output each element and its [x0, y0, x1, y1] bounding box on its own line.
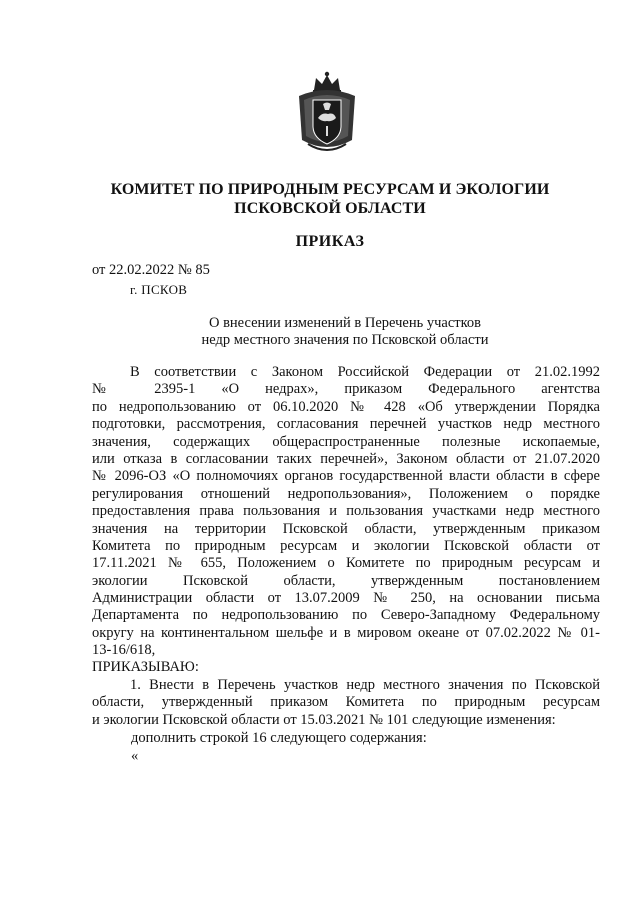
preamble-line: значения на территории Псковской области, утвержденным приказом [92, 520, 600, 537]
preamble-line: Комитета по природным ресурсам и экологии Псковской области от [92, 537, 600, 554]
organization-name-line2: ПСКОВСКОЙ ОБЛАСТИ [234, 200, 426, 217]
preamble-line: экологии Псковской области, утвержденным постановлением [92, 572, 600, 589]
preamble-line: № 2096-ОЗ «О полномочиях органов государственной власти области в сфере [92, 468, 600, 485]
organization-name-line1: КОМИТЕТ ПО ПРИРОДНЫМ РЕСУРСАМ И ЭКОЛОГИИ [110, 181, 550, 198]
preamble-line: по недропользованию от 06.10.2020 № 428 «Об утверждении Порядка [92, 398, 600, 415]
order-keyword: ПРИКАЗЫВАЮ: [92, 659, 199, 675]
preamble-line: В соответствии с Законом Российской Федерации от 21.02.1992 [130, 364, 600, 380]
subject-line1: О внесении изменений в Перечень участков [208, 315, 482, 331]
preamble-line: подготовки, рассмотрения, согласования перечней участков недр местного [92, 416, 600, 433]
order-line: и экологии Псковской области от 15.03.2021 № 101 следующие изменения: [92, 711, 556, 728]
order-line: 1. Внести в Перечень участков недр местного значения по Псковской [130, 677, 600, 693]
preamble-line: № 2395-1 «О недрах», приказом Федерального агентства [92, 381, 600, 398]
coat-of-arms-icon [296, 70, 358, 156]
preamble-paragraph [92, 364, 600, 660]
order-item-1 [92, 677, 600, 729]
preamble-line: Администрации области от 13.07.2009 № 250, на основании письма [92, 590, 600, 607]
document-city: г. ПСКОВ [130, 282, 188, 297]
preamble-line: регулирования отношений недропользования», Положением о порядке [92, 485, 600, 502]
preamble-line: или отказа в согласовании таких перечней», Законом области от 21.07.2020 [92, 450, 600, 467]
subject-line2: недр местного значения по Псковской области [201, 332, 489, 348]
preamble-line: 13-16/618, [92, 642, 156, 659]
preamble-line: значения, содержащих общераспространенные полезные ископаемые, [92, 433, 600, 450]
open-quote: « [131, 748, 139, 764]
preamble-line: округу на континентальном шельфе и в мировом океане от 07.02.2022 № 01- [92, 624, 600, 641]
preamble-line: предоставления права пользования и пользования участками недр местного [92, 503, 600, 520]
order-line: области, утвержденный приказом Комитета по природным ресурсам [92, 694, 600, 711]
document-type-title: ПРИКАЗ [295, 233, 365, 250]
preamble-line: 17.11.2021 № 655, Положением о Комитете по природным ресурсам и [92, 555, 600, 572]
preamble-line: Департамента по недропользованию по Северо-Западному Федеральному [92, 607, 600, 624]
amendment-intro: дополнить строкой 16 следующего содержания: [131, 730, 427, 746]
document-date-number: от 22.02.2022 № 85 [92, 262, 210, 278]
